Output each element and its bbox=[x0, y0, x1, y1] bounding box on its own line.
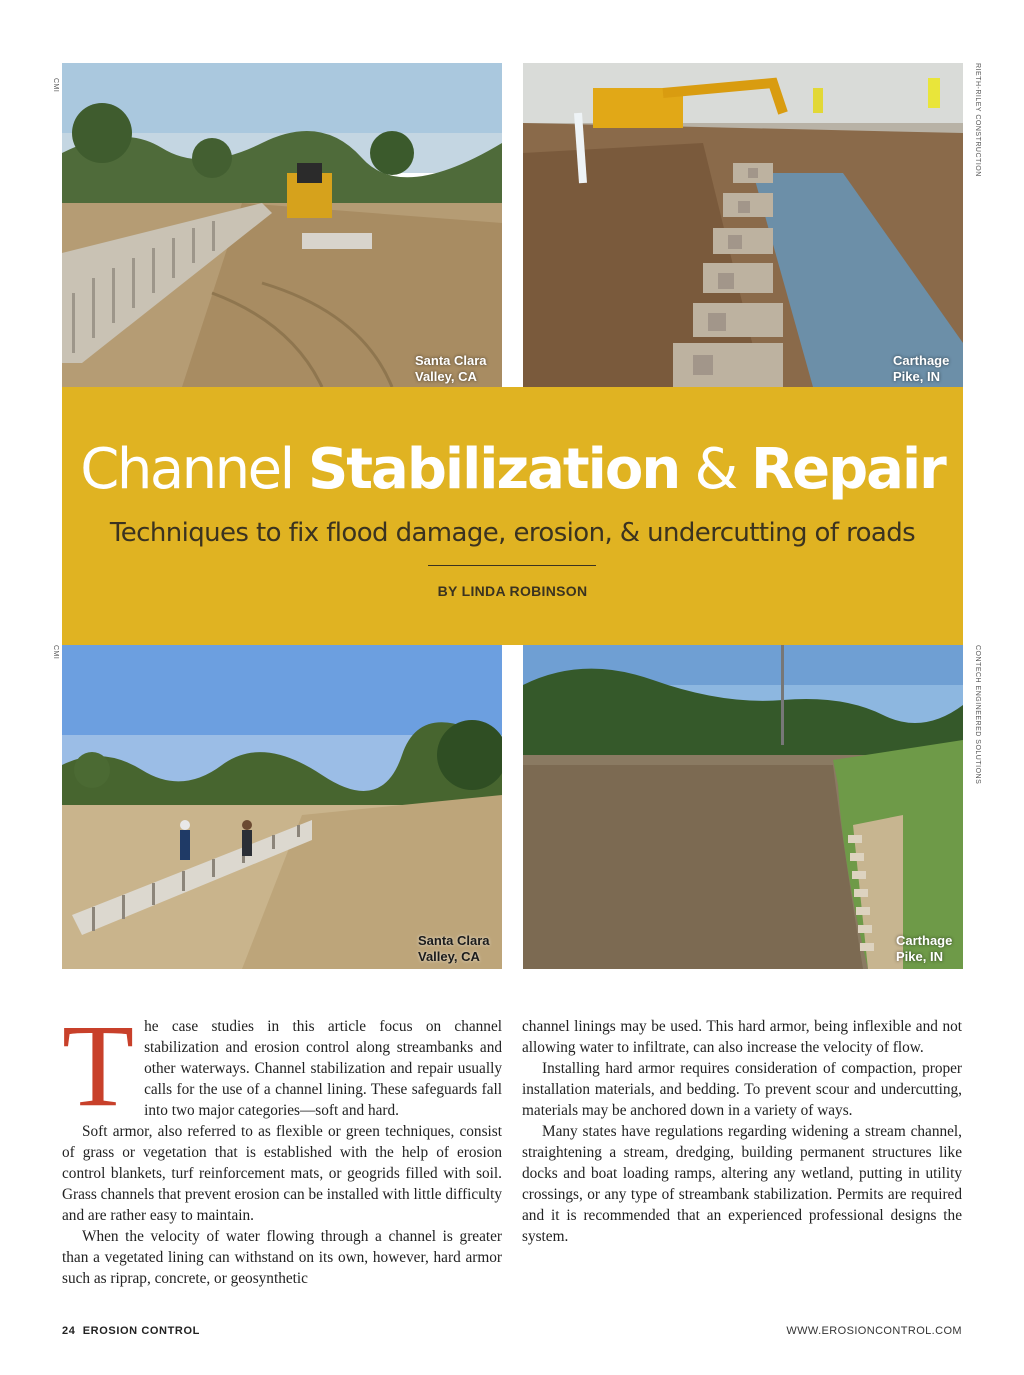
title-divider bbox=[428, 565, 596, 566]
footer-website: WWW.EROSIONCONTROL.COM bbox=[786, 1325, 962, 1337]
paragraph: channel linings may be used. This hard armor, being inflexible and not allowing water to infiltrate, can also increase the velocity of flow. bbox=[522, 1018, 962, 1056]
paragraph: When the velocity of water flowing through a channel is greater than a vegetated lining can withstand on its own, however, hard armor such as riprap, concrete, or geosynthetic bbox=[62, 1228, 502, 1287]
title-part-repair: Repair bbox=[750, 437, 945, 502]
caption-bottom-left bbox=[418, 933, 490, 965]
photo-santa-clara-top bbox=[62, 63, 502, 387]
paragraph: Many states have regulations regarding widening a stream channel, straightening a stream, dredging, building permanent structures like docks and boat loading ramps, altering any wetland, putting in utility crossings, or any type of streambank stabilization. Permits are required and it is recommended that an experienced professional designs the system. bbox=[522, 1123, 962, 1245]
footer-left bbox=[62, 1325, 200, 1337]
caption-top-right-line2: Pike, IN bbox=[893, 369, 940, 384]
caption-top-left-line2: Valley, CA bbox=[415, 369, 477, 384]
photo-carthage-bottom bbox=[523, 645, 963, 969]
title-part-ampersand: & bbox=[679, 437, 751, 502]
caption-top-left-line1: Santa Clara bbox=[415, 353, 487, 368]
caption-bottom-right-line2: Pike, IN bbox=[896, 949, 943, 964]
credit-bottom-right: CONTECH ENGINEERED SOLUTIONS bbox=[974, 645, 981, 785]
byline: BY LINDA ROBINSON bbox=[437, 583, 588, 599]
title-part-channel: Channel bbox=[80, 437, 308, 502]
credit-bottom-left: CMI bbox=[52, 645, 59, 660]
caption-bottom-right-line1: Carthage bbox=[896, 933, 953, 948]
title-banner bbox=[62, 387, 963, 645]
title-part-stabilization: Stabilization bbox=[307, 437, 680, 502]
caption-top-right bbox=[893, 353, 949, 385]
article-column-left bbox=[62, 1000, 502, 1289]
caption-bottom-left-line1: Santa Clara bbox=[418, 933, 490, 948]
drop-cap: T bbox=[62, 1000, 135, 1131]
caption-bottom-left-line2: Valley, CA bbox=[418, 949, 480, 964]
paragraph: Soft armor, also referred to as flexible or green techniques, consist of grass or vegetation that is established with the help of erosion control blankets, turf reinforcement mats, or geogrids filled with soil. Grass channels that prevent erosion can be installed with little difficulty and are rather easy to maintain. bbox=[62, 1123, 502, 1224]
paragraph: Installing hard armor requires consideration of compaction, proper installation materials, and bedding. To prevent scour and undercutting, materials may be anchored down in a variety of ways. bbox=[522, 1060, 962, 1119]
article-column-right bbox=[522, 1016, 962, 1247]
caption-top-left bbox=[415, 353, 487, 385]
paragraph-text: he case studies in this article focus on channel stabilization and erosion control along streambanks and other waterways. Channel stabilization and repair usually calls for the use of a channel lining. These safeguards fall into two major categories—soft and hard. bbox=[144, 1018, 502, 1119]
credit-top-right: RIETH-RILEY CONSTRUCTION bbox=[974, 63, 981, 177]
caption-top-right-line1: Carthage bbox=[893, 353, 950, 368]
caption-bottom-right bbox=[896, 933, 952, 965]
publication-name: EROSION CONTROL bbox=[82, 1325, 200, 1337]
photo-carthage-top bbox=[523, 63, 963, 387]
credit-top-left: CMI bbox=[52, 78, 59, 93]
article-subtitle: Techniques to fix flood damage, erosion, & undercutting of roads bbox=[109, 518, 916, 548]
photo-santa-clara-bottom bbox=[62, 645, 502, 969]
paragraph bbox=[62, 1000, 502, 1131]
article-title bbox=[62, 437, 963, 502]
page-number: 24 bbox=[62, 1325, 76, 1337]
